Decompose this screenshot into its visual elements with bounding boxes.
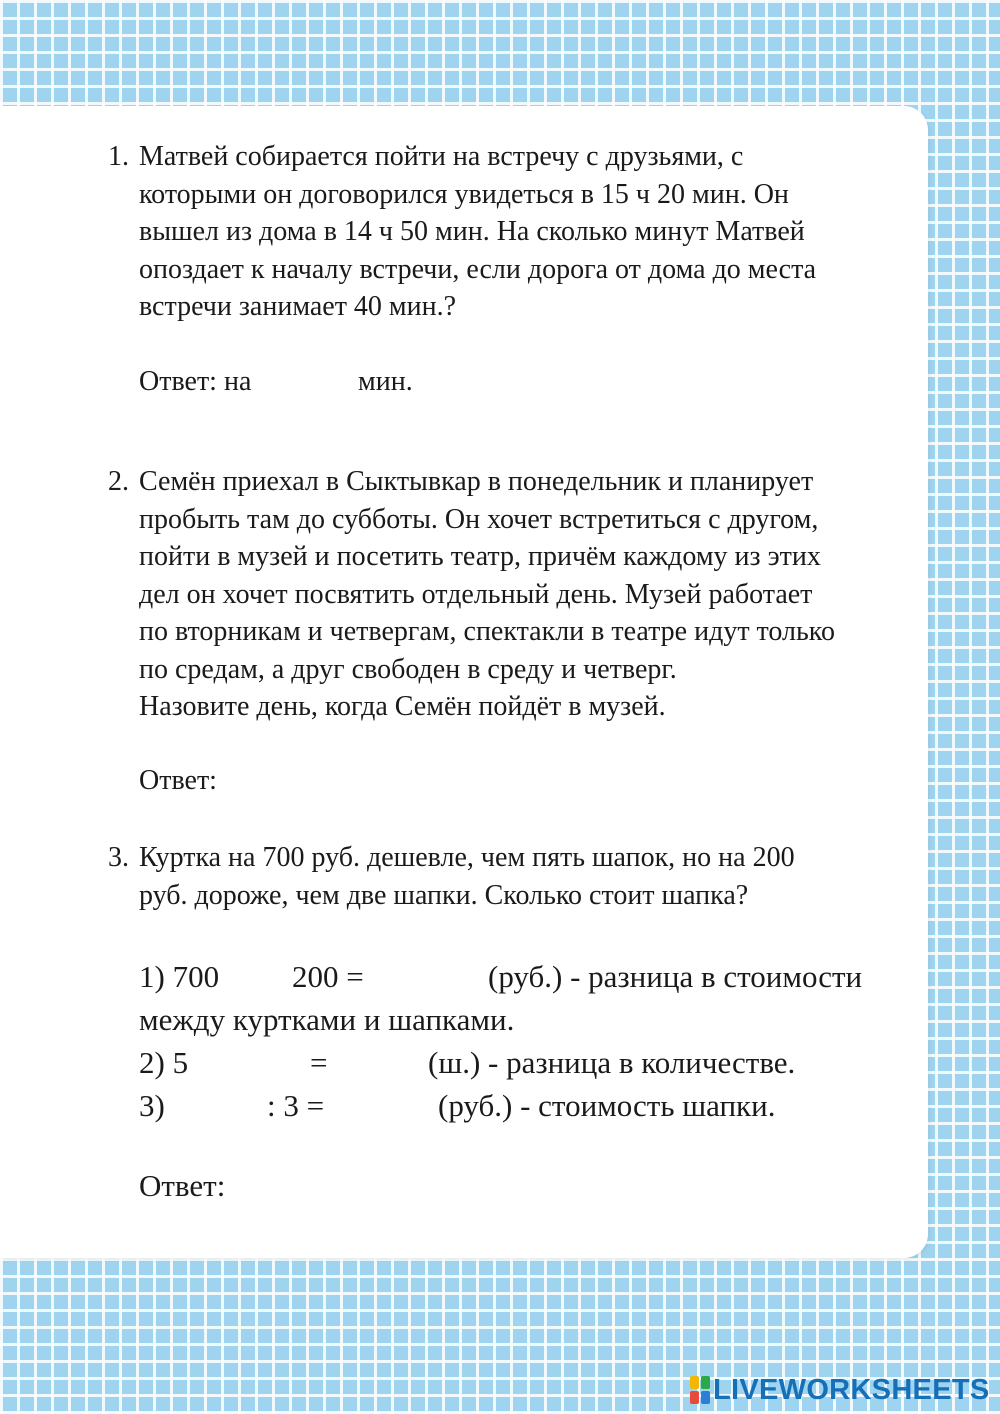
step-1-start: 1) 700 (139, 959, 220, 994)
task-1-number: 1. (108, 141, 129, 172)
task-3-answer-label: Ответ: (139, 1168, 226, 1203)
step-3-description: (руб.) - стоимость шапки. (438, 1088, 776, 1123)
task-3-line: Куртка на 700 руб. дешевле, чем пять шапок, но на 200 (139, 842, 795, 873)
step-1-continuation (139, 998, 919, 1041)
task-2-text (139, 463, 908, 726)
task-1-answer-label: Ответ: на (139, 366, 252, 397)
task-1 (108, 138, 908, 326)
task-2-line: Семён приехал в Сыктывкар в понедельник и планирует (139, 466, 814, 497)
task-1-line: встречи занимает 40 мин.? (139, 291, 457, 322)
step-1 (139, 955, 919, 998)
task-2-line: Назовите день, когда Семён пойдёт в музей. (139, 691, 666, 722)
task-2-line: по вторникам и четвергам, спектакли в театре идут только (139, 616, 835, 647)
task-2-line: дел он хочет посвятить отдельный день. Музей работает (139, 578, 813, 610)
step-2-equals: = (310, 1045, 328, 1080)
liveworksheets-logo-icon (690, 1376, 710, 1404)
task-3-steps (139, 955, 919, 1127)
task-1-line: Матвей собирается пойти на встречу с друзьями, с (139, 141, 744, 172)
task-2-number: 2. (108, 466, 129, 497)
task-1-text (139, 138, 908, 326)
liveworksheets-logo-text: LIVEWORKSHEETS (713, 1373, 990, 1406)
task-1-line: которыми он договорился увидеться в 15 ч 20 мин. Он (139, 178, 789, 210)
step-1-continuation-text: между куртками и шапками. (139, 1002, 515, 1037)
task-1-line: опоздает к началу встречи, если дорога от дома до места (139, 253, 817, 285)
task-3 (108, 839, 908, 914)
step-3-start: 3) (139, 1088, 165, 1123)
task-1-line: вышел из дома в 14 ч 50 мин. На сколько минут Матвей (139, 216, 805, 247)
task-3-line: руб. дороже, чем две шапки. Сколько стоит шапка? (139, 879, 749, 911)
task-2-line: пойти в музей и посетить театр, причём каждому из этих (139, 541, 821, 572)
task-2-answer-label: Ответ: (139, 765, 217, 796)
task-1-answer-unit: мин. (358, 366, 413, 397)
task-3-text (139, 839, 908, 914)
step-1-operand: 200 = (292, 959, 364, 994)
task-2-line: по средам, а друг свободен в среду и четверг. (139, 653, 677, 685)
task-3-number: 3. (108, 842, 129, 873)
step-1-description: (руб.) - разница в стоимости (488, 959, 863, 994)
step-2-start: 2) 5 (139, 1045, 189, 1080)
step-2 (139, 1041, 919, 1084)
step-3-operand: : 3 = (267, 1088, 325, 1123)
liveworksheets-logo (690, 1372, 990, 1408)
step-2-description: (ш.) - разница в количестве. (428, 1045, 796, 1080)
task-2 (108, 463, 908, 726)
task-2-line: пробыть там до субботы. Он хочет встретиться с другом, (139, 503, 819, 535)
step-3 (139, 1084, 919, 1127)
